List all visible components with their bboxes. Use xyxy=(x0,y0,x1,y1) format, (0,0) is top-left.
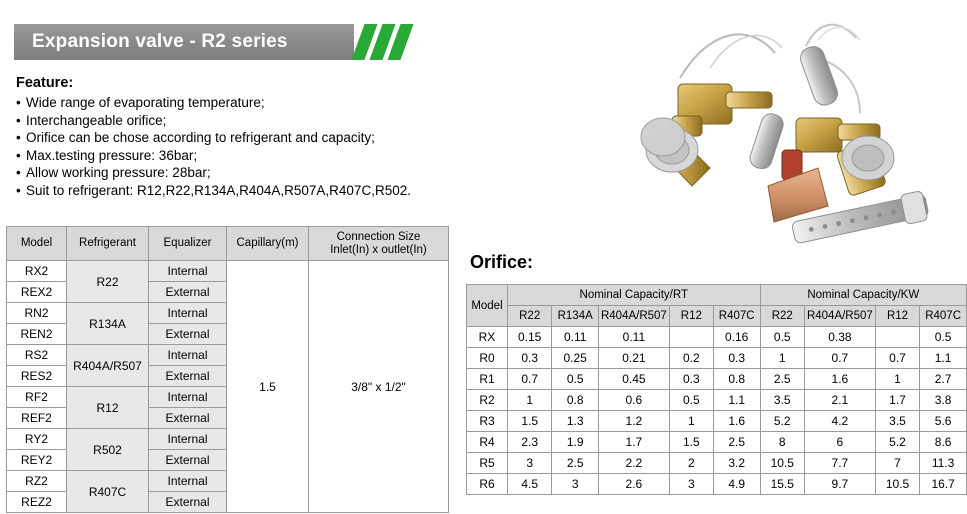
cell-kw xyxy=(875,327,919,348)
cell-kw: 1.1 xyxy=(920,348,967,369)
bullet-icon: • xyxy=(16,95,21,110)
cell-rt: 2.5 xyxy=(713,432,760,453)
col-connection-line1: Connection Size xyxy=(336,230,421,243)
cell-kw: 8.6 xyxy=(920,432,967,453)
cell-kw: 1 xyxy=(875,369,919,390)
cell-model: RF2 xyxy=(7,387,67,408)
col-orifice-model: Model xyxy=(467,285,508,327)
cell-kw: 5.2 xyxy=(760,411,804,432)
bullet-icon: • xyxy=(16,147,21,163)
cell-rt: 1.9 xyxy=(552,432,599,453)
cell-model: RN2 xyxy=(7,303,67,324)
cell-rt: 0.2 xyxy=(669,348,713,369)
cell-rt: 0.5 xyxy=(669,390,713,411)
cell-kw: 16.7 xyxy=(920,474,967,495)
cell-kw: 1 xyxy=(760,348,804,369)
cell-model: REY2 xyxy=(7,450,67,471)
cell-kw: 5.6 xyxy=(920,411,967,432)
cell-kw: 7.7 xyxy=(804,453,875,474)
cell-rt xyxy=(669,327,713,348)
cell-model: REN2 xyxy=(7,324,67,345)
table-row xyxy=(467,369,967,390)
cell-kw: 0.5 xyxy=(760,327,804,348)
cell-model: REF2 xyxy=(7,408,67,429)
cell-refrigerant: R12 xyxy=(67,387,149,429)
cell-kw: 8 xyxy=(760,432,804,453)
cell-orifice-model: R3 xyxy=(467,411,508,432)
cell-rt: 0.3 xyxy=(669,369,713,390)
cell-equalizer: Internal xyxy=(149,261,227,282)
cell-kw: 3.5 xyxy=(875,411,919,432)
cell-equalizer: Internal xyxy=(149,429,227,450)
specification-table xyxy=(6,226,449,513)
orifice-table-body xyxy=(467,327,967,495)
feature-item-label: Orifice can be chose according to refrigerant and capacity; xyxy=(26,130,375,145)
cell-refrigerant: R22 xyxy=(67,261,149,303)
cell-kw: 0.38 xyxy=(804,327,875,348)
col-refrigerant: Refrigerant xyxy=(67,227,149,261)
col-model: Model xyxy=(7,227,67,261)
cell-orifice-model: RX xyxy=(467,327,508,348)
feature-item-label: Max.testing pressure: 36bar; xyxy=(26,147,198,163)
col-equalizer: Equalizer xyxy=(149,227,227,261)
cell-rt: 1 xyxy=(669,411,713,432)
feature-item xyxy=(16,112,486,130)
cell-rt: 0.16 xyxy=(713,327,760,348)
cell-model: RZ2 xyxy=(7,471,67,492)
cell-rt: 0.11 xyxy=(552,327,599,348)
cell-kw: 11.3 xyxy=(920,453,967,474)
group-nominal-capacity-rt: Nominal Capacity/RT xyxy=(507,285,760,306)
col-kw-r407c: R407C xyxy=(920,306,967,327)
col-connection-line2: Inlet(In) x outlet(In) xyxy=(330,243,427,256)
cell-rt: 1.2 xyxy=(598,411,669,432)
cell-rt: 0.8 xyxy=(713,369,760,390)
col-connection xyxy=(309,227,449,261)
col-rt-r22: R22 xyxy=(507,306,551,327)
cell-model: REX2 xyxy=(7,282,67,303)
cell-equalizer: Internal xyxy=(149,345,227,366)
cell-rt: 0.3 xyxy=(507,348,551,369)
col-rt-r407c: R407C xyxy=(713,306,760,327)
col-kw-r12: R12 xyxy=(875,306,919,327)
cell-model: RES2 xyxy=(7,366,67,387)
cell-rt: 0.45 xyxy=(598,369,669,390)
cell-rt: 3.2 xyxy=(713,453,760,474)
cell-equalizer: External xyxy=(149,324,227,345)
cell-rt: 4.5 xyxy=(507,474,551,495)
cell-orifice-model: R2 xyxy=(467,390,508,411)
cell-equalizer: Internal xyxy=(149,471,227,492)
feature-item-label: Wide range of evaporating temperature; xyxy=(26,95,265,110)
cell-rt: 3 xyxy=(507,453,551,474)
cell-kw: 2.1 xyxy=(804,390,875,411)
cell-kw: 0.7 xyxy=(804,348,875,369)
cell-orifice-model: R6 xyxy=(467,474,508,495)
cell-kw: 1.7 xyxy=(875,390,919,411)
cell-rt: 2.2 xyxy=(598,453,669,474)
cell-model: REZ2 xyxy=(7,492,67,513)
table-header-row xyxy=(7,227,449,261)
col-kw-r404a-r507: R404A/R507 xyxy=(804,306,875,327)
bullet-icon: • xyxy=(16,112,21,128)
cell-rt: 0.25 xyxy=(552,348,599,369)
cell-rt: 3 xyxy=(552,474,599,495)
cell-kw: 10.5 xyxy=(760,453,804,474)
feature-item-label: Suit to refrigerant: R12,R22,R134A,R404A,R507A,R407C,R502. xyxy=(26,182,411,198)
cell-kw: 15.5 xyxy=(760,474,804,495)
cell-kw: 0.7 xyxy=(875,348,919,369)
cell-capillary: 1.5 xyxy=(227,261,309,513)
feature-title: Feature: xyxy=(16,75,74,91)
cell-rt: 0.7 xyxy=(507,369,551,390)
cell-orifice-model: R1 xyxy=(467,369,508,390)
col-rt-r12: R12 xyxy=(669,306,713,327)
col-rt-r134a: R134A xyxy=(552,306,599,327)
cell-kw: 5.2 xyxy=(875,432,919,453)
cell-refrigerant: R404A/R507 xyxy=(67,345,149,387)
feature-item xyxy=(16,182,486,200)
cell-kw: 6 xyxy=(804,432,875,453)
cell-connection: 3/8" x 1/2" xyxy=(309,261,449,513)
cell-rt: 1.6 xyxy=(713,411,760,432)
cell-rt: 0.15 xyxy=(507,327,551,348)
cell-rt: 2.5 xyxy=(552,453,599,474)
cell-rt: 0.5 xyxy=(552,369,599,390)
cell-rt: 1.7 xyxy=(598,432,669,453)
table-row xyxy=(467,474,967,495)
table-row xyxy=(467,411,967,432)
cell-kw: 2.5 xyxy=(760,369,804,390)
cell-kw: 3.5 xyxy=(760,390,804,411)
cell-rt: 1.3 xyxy=(552,411,599,432)
orifice-header-row-2 xyxy=(467,306,967,327)
cell-equalizer: External xyxy=(149,282,227,303)
cell-equalizer: External xyxy=(149,366,227,387)
table-row xyxy=(467,327,967,348)
cell-rt: 0.8 xyxy=(552,390,599,411)
cell-model: RY2 xyxy=(7,429,67,450)
specification-table-body xyxy=(7,261,449,513)
cell-rt: 1 xyxy=(507,390,551,411)
cell-rt: 2.6 xyxy=(598,474,669,495)
orifice-header-row-1 xyxy=(467,285,967,306)
cell-equalizer: External xyxy=(149,450,227,471)
feature-section xyxy=(16,75,486,199)
cell-rt: 2.3 xyxy=(507,432,551,453)
table-row xyxy=(467,432,967,453)
feature-item xyxy=(16,164,486,182)
cell-equalizer: Internal xyxy=(149,387,227,408)
bullet-icon: • xyxy=(16,165,21,180)
cell-kw: 10.5 xyxy=(875,474,919,495)
cell-kw: 2.7 xyxy=(920,369,967,390)
cell-rt: 1.5 xyxy=(669,432,713,453)
cell-rt: 1.5 xyxy=(507,411,551,432)
cell-orifice-model: R0 xyxy=(467,348,508,369)
cell-kw: 9.7 xyxy=(804,474,875,495)
product-photo-illustration xyxy=(560,18,960,248)
bullet-icon: • xyxy=(16,182,21,198)
cell-kw: 7 xyxy=(875,453,919,474)
cell-refrigerant: R407C xyxy=(67,471,149,513)
cell-rt: 4.9 xyxy=(713,474,760,495)
col-rt-r404a-r507: R404A/R507 xyxy=(598,306,669,327)
cell-rt: 0.21 xyxy=(598,348,669,369)
table-row xyxy=(467,390,967,411)
cell-rt: 0.6 xyxy=(598,390,669,411)
cell-kw: 1.6 xyxy=(804,369,875,390)
cell-orifice-model: R5 xyxy=(467,453,508,474)
table-row xyxy=(467,453,967,474)
cell-refrigerant: R134A xyxy=(67,303,149,345)
feature-item xyxy=(16,94,486,112)
orifice-title: Orifice: xyxy=(470,252,534,272)
col-kw-r22: R22 xyxy=(760,306,804,327)
page-header xyxy=(14,24,424,60)
page-title: Expansion valve - R2 series xyxy=(32,31,288,52)
feature-item xyxy=(16,129,486,147)
cell-equalizer: External xyxy=(149,492,227,513)
cell-kw: 3.8 xyxy=(920,390,967,411)
cell-kw: 0.5 xyxy=(920,327,967,348)
bullet-icon: • xyxy=(16,130,21,145)
table-row xyxy=(467,348,967,369)
cell-model: RS2 xyxy=(7,345,67,366)
orifice-table xyxy=(466,284,967,495)
cell-orifice-model: R4 xyxy=(467,432,508,453)
cell-kw: 4.2 xyxy=(804,411,875,432)
cell-rt: 0.11 xyxy=(598,327,669,348)
cell-model: RX2 xyxy=(7,261,67,282)
col-capillary: Capillary(m) xyxy=(227,227,309,261)
table-row xyxy=(7,261,449,282)
cell-rt: 3 xyxy=(669,474,713,495)
cell-equalizer: Internal xyxy=(149,303,227,324)
feature-item-label: Allow working pressure: 28bar; xyxy=(26,165,211,180)
cell-rt: 2 xyxy=(669,453,713,474)
product-photo xyxy=(560,18,960,248)
feature-item xyxy=(16,147,486,165)
cell-refrigerant: R502 xyxy=(67,429,149,471)
feature-item-label: Interchangeable orifice; xyxy=(26,112,167,128)
group-nominal-capacity-kw: Nominal Capacity/KW xyxy=(760,285,966,306)
cell-rt: 0.3 xyxy=(713,348,760,369)
cell-rt: 1.1 xyxy=(713,390,760,411)
cell-equalizer: External xyxy=(149,408,227,429)
